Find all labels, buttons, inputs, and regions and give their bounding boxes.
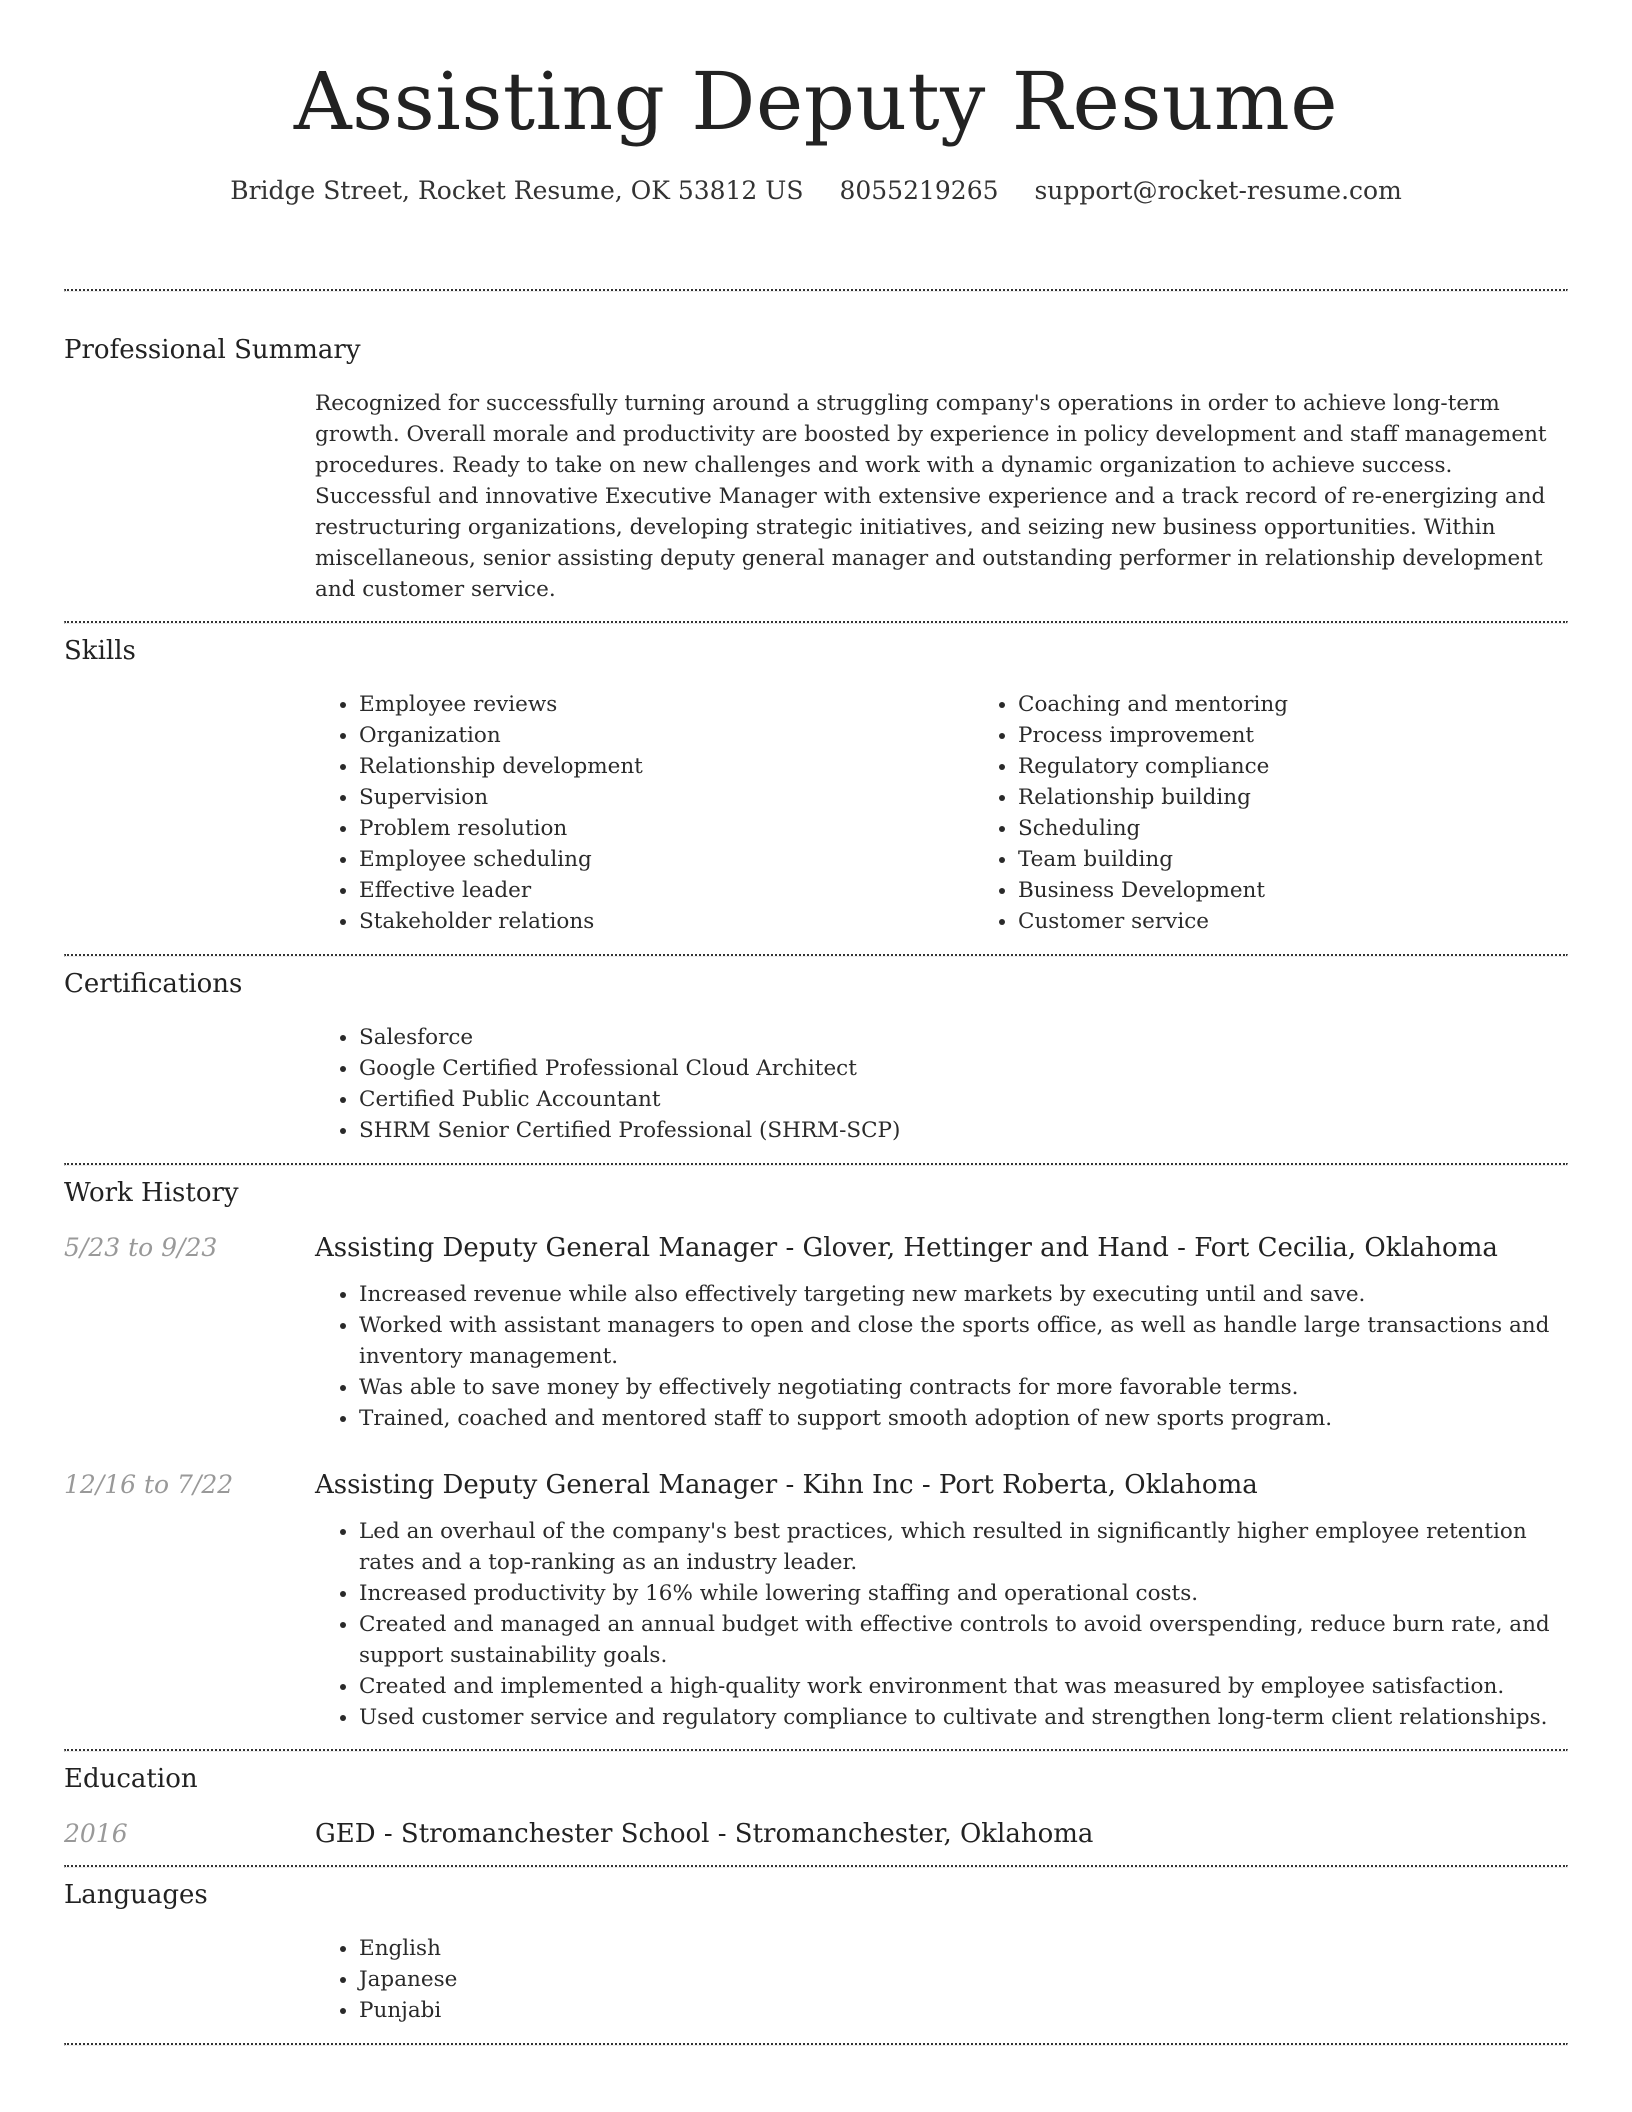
certification-item: • SHRM Senior Certified Professional (SHRM-SCP): [359, 1115, 1568, 1146]
language-item: • English: [359, 1933, 1568, 1964]
summary-content: [315, 388, 1568, 605]
education-divider: [64, 1865, 1568, 1868]
section-summary: [64, 333, 1568, 605]
skill-item: • Scheduling: [1018, 813, 1632, 844]
certifications-divider: [64, 1163, 1568, 1166]
skill-item: • Employee reviews: [359, 689, 974, 720]
job-bullet: • Created and implemented a high-quality work environment that was measured by employee satisfaction.: [359, 1671, 1568, 1702]
section-title-work-history: Work History: [64, 1178, 239, 1208]
skill-item: • Relationship building: [1018, 782, 1632, 813]
header-divider: [64, 289, 1568, 292]
job-entry: [64, 1231, 1568, 1434]
skills-column-left: [315, 689, 974, 937]
summary-divider: [64, 621, 1568, 624]
certifications-content: [315, 1022, 1568, 1146]
education-year: 2016: [64, 1819, 128, 1848]
languages-divider: [64, 2043, 1568, 2046]
skills-column-right: [974, 689, 1632, 937]
job-dates: 12/16 to 7/22: [64, 1470, 234, 1499]
job-bullet: • Was able to save money by effectively negotiating contracts for more favorable terms.: [359, 1372, 1568, 1403]
languages-content: [315, 1933, 1568, 2026]
job-bullets: [315, 1279, 1568, 1434]
languages-list: [315, 1933, 1568, 2026]
skill-item: • Supervision: [359, 782, 974, 813]
skill-item: • Effective leader: [359, 875, 974, 906]
contact-address: Bridge Street, Rocket Resume, OK 53812 US: [230, 176, 804, 205]
skill-item: • Problem resolution: [359, 813, 974, 844]
section-languages: [64, 1878, 1568, 2026]
skill-item: • Team building: [1018, 844, 1632, 875]
contact-email: support@rocket-resume.com: [1034, 176, 1402, 205]
job-bullet: • Increased revenue while also effectively targeting new markets by executing until and save.: [359, 1279, 1568, 1310]
job-bullet: • Used customer service and regulatory compliance to cultivate and strengthen long-term client relationships.: [359, 1702, 1568, 1733]
skill-item: • Stakeholder relations: [359, 906, 974, 937]
section-title-education: Education: [64, 1764, 198, 1794]
job-bullet: • Worked with assistant managers to open and close the sports office, as well as handle large transactions and inventory management.: [359, 1310, 1568, 1372]
job-bullets: [315, 1516, 1568, 1733]
job-details: [315, 1516, 1568, 1733]
job-details: [315, 1279, 1568, 1434]
skill-item: • Process improvement: [1018, 720, 1632, 751]
section-title-certifications: Certifications: [64, 969, 243, 999]
skill-item: • Coaching and mentoring: [1018, 689, 1632, 720]
section-title-skills: Skills: [64, 636, 136, 666]
section-education: [64, 1762, 1568, 1851]
work-divider: [64, 1749, 1568, 1752]
job-title: Assisting Deputy General Manager - Kihn Inc - Port Roberta, Oklahoma: [315, 1470, 1258, 1500]
resume-name: Assisting Deputy Resume: [293, 55, 1339, 148]
job-dates: 5/23 to 9/23: [64, 1233, 218, 1262]
job-bullet: • Increased productivity by 16% while lowering staffing and operational costs.: [359, 1578, 1568, 1609]
certification-item: • Certified Public Accountant: [359, 1084, 1568, 1115]
job-bullet: • Trained, coached and mentored staff to support smooth adoption of new sports program.: [359, 1403, 1568, 1434]
skill-item: • Relationship development: [359, 751, 974, 782]
section-certifications: [64, 967, 1568, 1146]
job-entry: [64, 1468, 1568, 1733]
skills-divider: [64, 954, 1568, 957]
job-title: Assisting Deputy General Manager - Glover, Hettinger and Hand - Fort Cecilia, Oklahoma: [315, 1233, 1498, 1263]
section-work-history: [64, 1176, 1568, 1733]
section-skills: [64, 634, 1568, 937]
skill-item: • Organization: [359, 720, 974, 751]
language-item: • Punjabi: [359, 1995, 1568, 2026]
contact-line: [64, 174, 1568, 208]
job-bullet: • Created and managed an annual budget with effective controls to avoid overspending, reduce burn rate, and support sustainability goals.: [359, 1609, 1568, 1671]
section-title-summary: Professional Summary: [64, 335, 361, 365]
job-bullet: • Led an overhaul of the company's best practices, which resulted in significantly higher employee retention rates and a top-ranking as an industry leader.: [359, 1516, 1568, 1578]
resume-header: [64, 0, 1568, 237]
skills-list: [315, 689, 1568, 937]
summary-text: Recognized for successfully turning around a struggling company's operations in order to achieve long-term growth. Overall morale and productivity are boosted by experience in policy development and staff management procedures. Ready to take on new challenges and work with a dynamic organization to achieve success. Successful and innovative Executive Manager with extensive experience and a track record of re-energizing and restructuring organizations, developing strategic initiatives, and seizing new business opportunities. Within miscellaneous, senior assisting deputy general manager and outstanding performer in relationship development and customer service.: [315, 391, 1547, 602]
certification-item: • Google Certified Professional Cloud Architect: [359, 1053, 1568, 1084]
certifications-list: [315, 1022, 1568, 1146]
skill-item: • Regulatory compliance: [1018, 751, 1632, 782]
skill-item: • Business Development: [1018, 875, 1632, 906]
skill-item: • Customer service: [1018, 906, 1632, 937]
language-item: • Japanese: [359, 1964, 1568, 1995]
certification-item: • Salesforce: [359, 1022, 1568, 1053]
skill-item: • Employee scheduling: [359, 844, 974, 875]
contact-phone: 8055219265: [839, 176, 999, 205]
education-degree: GED - Stromanchester School - Stromanchester, Oklahoma: [315, 1819, 1094, 1849]
education-entry: [64, 1817, 1568, 1851]
section-title-languages: Languages: [64, 1880, 208, 1910]
